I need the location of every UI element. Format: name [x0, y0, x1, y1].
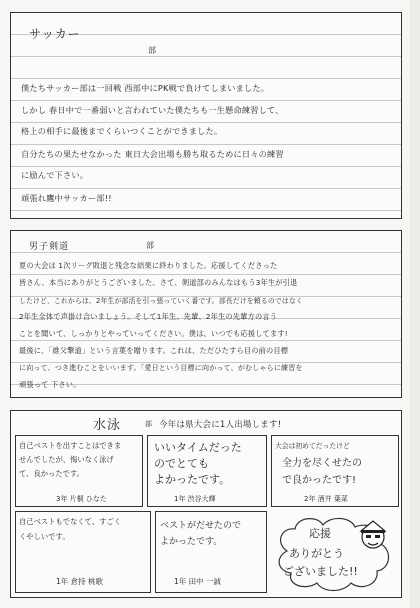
- swimming-message-2: [147, 435, 267, 507]
- soccer-line: 格上の相手に最後までくらいつくことができました。: [21, 126, 223, 136]
- kendo-line: 最後に、「維父撃道」という言葉を贈ります。これは、ただひたすら目の前の目標: [19, 346, 289, 355]
- message-text: て、良かったです。: [19, 469, 84, 478]
- message-text: 大会は初めてだったけど: [275, 442, 350, 450]
- soccer-line: 自分たちの果たせなかった 東日大会出場も勝ち取るために日々の練習: [21, 149, 284, 159]
- message-signature: 1年 倉持 桃歌: [56, 577, 104, 586]
- kendo-line: したけど、これからは、2年生が部活を引っ張っていく番です。部長だけを頼るのではなく: [19, 297, 303, 305]
- swimming-message-5: [155, 511, 267, 593]
- kendo-suffix: 部: [146, 241, 154, 250]
- kendo-section: [10, 230, 402, 398]
- message-signature: 3年 片桐 ひなた: [56, 495, 107, 503]
- kendo-line: 2年生全体で声掛け合いましょう。そして1年生、先輩、2年生の先輩方の言う: [19, 312, 278, 321]
- message-text: よかったです。: [160, 537, 223, 547]
- kendo-title: 男子剣道: [29, 242, 70, 252]
- message-text: 全力を尽くせたの: [282, 458, 362, 469]
- soccer-title: サッカー: [29, 27, 81, 41]
- kendo-line: 皆さん、本当にありがとうございました。さて、剣道部のみんなはもう3年生が引退: [19, 278, 298, 287]
- soccer-section: [10, 12, 402, 219]
- thanks-text: 応援: [309, 527, 331, 540]
- soccer-line: 頑張れ鷹中サッカー部!!: [21, 193, 112, 203]
- thanks-text: ございました!!: [283, 565, 358, 578]
- message-text: で良かったです!: [282, 475, 357, 486]
- message-signature: 1年 田中 一誠: [174, 577, 222, 586]
- soccer-line: に励んで下さい。: [21, 170, 89, 180]
- swimming-title: 水泳: [93, 418, 122, 433]
- swimming-suffix: 部: [145, 420, 152, 428]
- message-text: せんでしたが、悔いなく泳げ: [19, 455, 114, 464]
- message-text: 自己ベストもでなくて、すごく: [19, 517, 122, 526]
- page-edge: [410, 0, 420, 608]
- message-text: いいタイムだった: [154, 441, 242, 454]
- message-text: のでとても: [154, 457, 209, 470]
- swimming-message-3: [271, 435, 399, 507]
- thanks-text: ありがとう: [289, 547, 344, 560]
- soccer-suffix: 部: [148, 46, 156, 55]
- kendo-line: 夏の大会は 1次リーグ敗退と残念な結果に終わりました。応援してくださった: [19, 261, 278, 270]
- swimming-subtitle: 今年は県大会に1人出場します!: [159, 420, 282, 430]
- kendo-line: 頑張って 下さい。: [19, 380, 81, 389]
- swimming-section: [10, 410, 402, 598]
- message-signature: 1年 渋谷大輝: [174, 495, 216, 503]
- message-text: よかったです。: [154, 473, 231, 486]
- message-text: くやしいです。: [19, 532, 70, 541]
- kendo-line: ことを聞いて、しっかりとやっていってください。僕は、いつでも応援してます!: [19, 329, 288, 338]
- mascot-face-icon: [355, 517, 391, 553]
- soccer-line: しかし 春日中で一番弱いと言われていた僕たちも一生懸命練習して、: [21, 105, 284, 115]
- kendo-line: に向って、つき進むことをいいます。「愛日という目標に向かって、がむしゃらに練習を: [19, 364, 303, 372]
- message-signature: 2年 酒井 葉菜: [304, 495, 348, 503]
- message-text: 自己ベストを出すことはできま: [19, 441, 122, 450]
- swimming-message-4: [15, 511, 151, 593]
- soccer-line: 僕たちサッカー部は一回戦 西部中にPK戦で負けてしまいました。: [21, 83, 270, 93]
- message-text: ベストがだせたので: [160, 521, 242, 531]
- thanks-bubble: [273, 513, 397, 593]
- swimming-message-1: [15, 435, 143, 507]
